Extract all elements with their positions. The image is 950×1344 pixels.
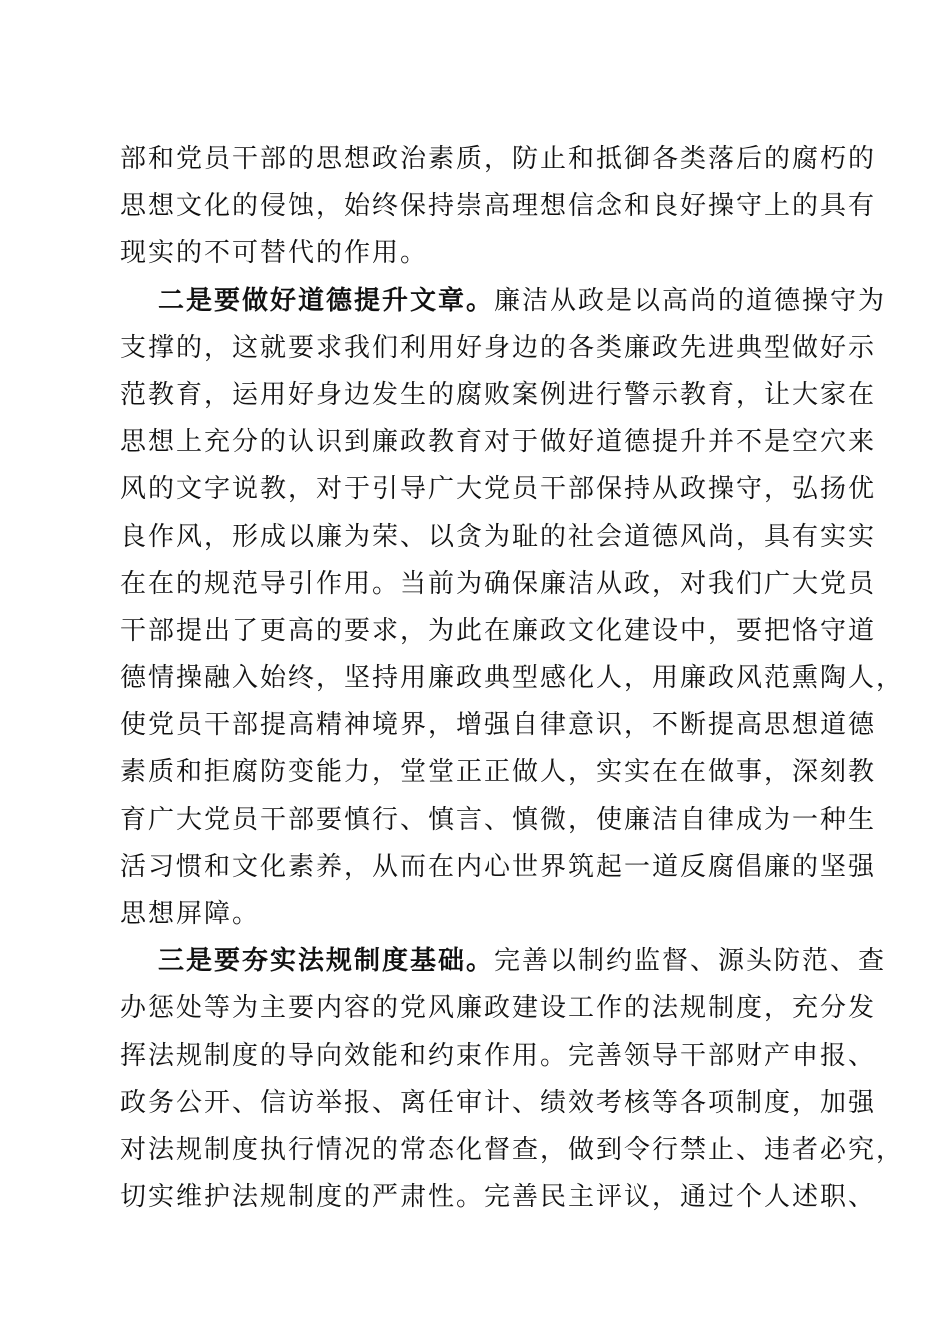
text-line: 活习惯和文化素养，从而在内心世界筑起一道反腐倡廉的坚强 (120, 851, 877, 882)
text-span: 完善以制约监督、源头防范、查 (494, 946, 887, 977)
text-line: 思想屏障。 (120, 899, 261, 929)
text-line: 思想文化的侵蚀，始终保持崇高理想信念和良好操守上的具有 (120, 191, 877, 222)
text-line: 挥法规制度的导向效能和约束作用。完善领导干部财产申报、 (120, 1040, 877, 1071)
text-line: 支撑的，这就要求我们利用好身边的各类廉政先进典型做好示 (120, 332, 877, 363)
text-line: 思想上充分的认识到廉政教育对于做好道德提升并不是空穴来 (120, 427, 877, 458)
paragraph-2 (120, 278, 905, 939)
paragraph-1 (120, 136, 877, 278)
paragraph-first-line (120, 938, 887, 985)
paragraph-heading: 二是要做好道德提升文章。 (158, 285, 495, 316)
text-line: 风的文字说教，对于引导广大党员干部保持从政操守，弘扬优 (120, 474, 877, 505)
text-line: 切实维护法规制度的严肃性。完善民主评议，通过个人述职、 (120, 1182, 877, 1213)
text-line: 在在的规范导引作用。当前为确保廉洁从政，对我们广大党员 (120, 568, 877, 599)
paragraph-3 (120, 938, 905, 1221)
text-line: 干部提出了更高的要求，为此在廉政文化建设中，要把恪守道 (120, 615, 877, 646)
text-line: 对法规制度执行情况的常态化督查，做到令行禁止、违者必究， (120, 1134, 905, 1165)
paragraph-first-line (120, 278, 887, 325)
text-line: 办惩处等为主要内容的党风廉政建设工作的法规制度，充分发 (120, 993, 877, 1024)
text-line: 良作风，形成以廉为荣、以贪为耻的社会道德风尚，具有实实 (120, 521, 877, 552)
text-line: 部和党员干部的思想政治素质，防止和抵御各类落后的腐朽的 (120, 144, 877, 174)
text-line: 育广大党员干部要慎行、慎言、慎微，使廉洁自律成为一种生 (120, 804, 877, 835)
text-line: 政务公开、信访举报、离任审计、绩效考核等各项制度，加强 (120, 1087, 877, 1118)
text-line: 使党员干部提高精神境界，增强自律意识，不断提高思想道德 (120, 710, 877, 741)
document-body (120, 136, 905, 1221)
text-span: 廉洁从政是以高尚的道德操守为 (494, 285, 887, 316)
text-line: 现实的不可替代的作用。 (120, 238, 429, 269)
paragraph-heading: 三是要夯实法规制度基础。 (158, 946, 495, 977)
text-line: 德情操融入始终，坚持用廉政典型感化人，用廉政风范熏陶人， (120, 663, 905, 694)
text-line: 范教育，运用好身边发生的腐败案例进行警示教育，让大家在 (120, 379, 877, 410)
text-line: 素质和拒腐防变能力，堂堂正正做人，实实在在做事，深刻教 (120, 757, 877, 788)
